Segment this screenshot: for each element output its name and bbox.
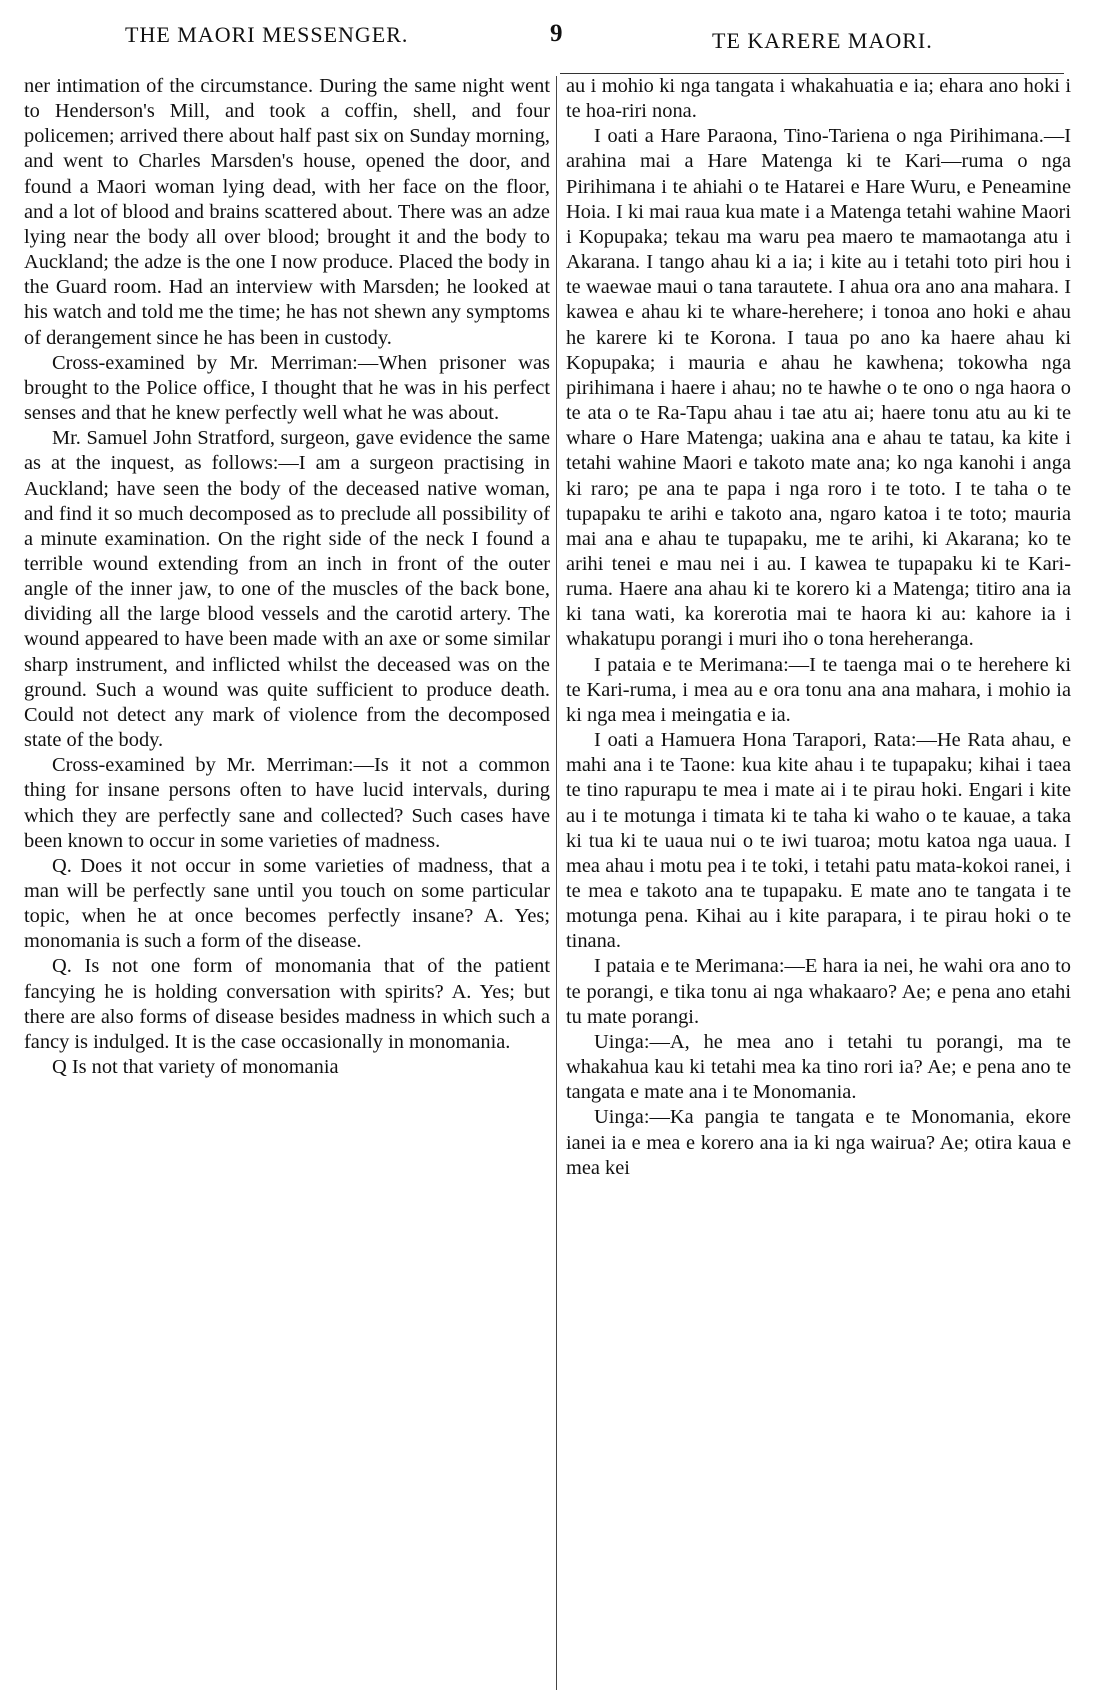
english-paragraph: Q. Is not one form of monomania that of the patient fancying he is holding conversation with spirits? A. Yes; but there are also forms of disease besides madness in which such a fancy is indulged. It is the case occasionally in monomania. — [24, 955, 550, 1053]
english-paragraph: Q Is not that variety of monomania — [52, 1056, 339, 1079]
english-paragraph: ner intimation of the circumstance. During the same night went to Henderson's Mill, and took a coffin, shell, and four policemen; arrived there about half past six on Sunday morning, and went to Charles Marsden's house, opened the door, and found a Maori woman lying dead, with her face on the floor, and a lot of blood and brains scattered about. There was an adze lying near the body all over blood; brought it and the body to Auckland; the adze is the one I now produce. Placed the body in the Guard room. Had an interview with Marsden; he looked at his watch and told me the time; he has not shewn any symptoms of derangement since he has been in custody. — [24, 75, 550, 349]
maori-paragraph: Uinga:—Ka pangia te tangata e te Monomania, ekore ianei ia e mea e korero ana ia ki nga wairua? Ae; otira kaua e mea kei — [566, 1106, 1071, 1179]
english-paragraph: Cross-examined by Mr. Merriman:—When prisoner was brought to the Police office, I thought that he was in his perfect senses and that he knew perfectly well what he was about. — [24, 351, 550, 425]
english-paragraph: Q. Does it not occur in some varieties of madness, that a man will be perfectly sane until you touch on some particular topic, when he at once becomes perfectly insane? A. Yes; monomania is such a form of the disease. — [24, 854, 550, 953]
maori-paragraph: I pataia e te Merimana:—I te taenga mai o te herehere ki te Kari-ruma, i mea au e ora tonu ana ana mahara, i mohio ia ki nga mea i meingatia e ia. — [566, 653, 1071, 726]
maori-paragraph: au i mohio ki nga tangata i whakahuatia e ia; ehara ano hoki i te hoa-riri nona. — [566, 75, 1071, 123]
english-paragraph: Cross-examined by Mr. Merriman:—Is it not a common thing for insane persons often to have lucid intervals, during which they are perfectly sane and collected? Such cases have been known to occur in some varieties of madness. — [24, 754, 550, 852]
header-title-english: THE MAORI MESSENGER. — [125, 22, 409, 47]
english-paragraph: Mr. Samuel John Stratford, surgeon, gave evidence the same as at the inquest, as follows:—I am a surgeon practising in Auckland; have seen the body of the deceased native woman, and find it so much decomposed as to preclude all possibility of a minute examination. On the right side of the neck I found a terrible wound extending from an inch in front of the outer angle of the inner jaw, to one of the muscles of the back bone, dividing all the large blood vessels and the carotid artery. The wound appeared to have been made with an axe or some similar sharp instrument, and inflicted whilst the deceased was on the ground. Such a wound was quite sufficient to produce death. Could not detect any mark of violence from the decomposed state of the body. — [24, 427, 550, 752]
page-number: 9 — [550, 20, 564, 47]
english-column — [24, 74, 550, 1692]
column-divider — [556, 76, 557, 1690]
maori-paragraph: Uinga:—A, he mea ano i tetahi tu porangi, ma te whakahua kau ki tetahi mea ka tino rori ia? Ae; e pena ano te tangata e mate ana i te Monomania. — [566, 1030, 1071, 1104]
page-header — [0, 18, 1114, 58]
header-title-maori: TE KARERE MAORI. — [712, 28, 933, 53]
maori-paragraph: I oati a Hare Paraona, Tino-Tariena o nga Pirihimana.—I arahina mai a Hare Matenga ki te Kari—ruma o nga Pirihimana i te ahiahi o te Hatarei e Hare Wuru, e Peneamine Hoia. I ki mai raua kua mate i a Matenga tetahi wahine Maori i Kopupaka; tekau ma waru pea maero te mamaotanga atu i Akarana. I tango ahau ki a ia; i kite au i tetahi toto piri hou i te waewae maui o tana tarautete. I ahua ora ano ana mahara. I kawea e ahau ki te whare-herehere; i tonoa ano hoki e ahau he karere ki te Korona. I taua po ano ka haere ahau ki Kopupaka; i mauria e ahau he kawhena; tokowha nga pirihimana i haere i ahau; no te hawhe o te ono o nga haora o te ata o te Ra-Tapu ahau i tae atu ai; haere tonu atu au ki te whare o Hare Matenga; uakina ana e ahau te tatau, ka kite i tetahi wahine Maori e takoto mate ana; ko nga kanohi i anga ki raro; pe ana te papa i nga roro i te toto. I te taha o te tupapaku te arihi e takoto ana, ngaro katoa i te toto; mauria mai ana e ahau te tupapaku, me te arihi, ki Akarana; ko te arihi tenei e mau nei i au. I kawea te tupapaku ki te Kari-ruma. Haere ana ahau ki te korero ki a Matenga; titiro ana ia ki tana wati, ka korerotia mai te haora ki au: kahore ia i whakatupu porangi i muri iho o tona hereheranga. — [566, 125, 1071, 651]
maori-column — [566, 74, 1071, 1692]
maori-paragraph: I oati a Hamuera Hona Tarapori, Rata:—He Rata ahau, e mahi ana i te Taone: kua kite ahau i te tupapaku; kihai i taea te tino rapurapu te mea i mate ai i te pirau hoki. Engari i kite au i te motunga i timata ki te taha ki waho o te kauae, a taka ki tua ki te uaua nui o te iwi tuaroa; motu katoa nga uaua. I mea ahau i motu pea i te toki, i tetahi patu mata-kokoi ranei, i te mea e takoto ana te tupapaku. E mate ano te tangata i te motunga pena. Kihai au i kite parapara, i te pirau hoki o te tinana. — [566, 729, 1071, 953]
maori-paragraph: I pataia e te Merimana:—E hara ia nei, he wahi ora ano to te porangi, e tika tonu ai nga whakaaro? Ae; e pena ano etahi tu mate porangi. — [566, 955, 1071, 1028]
